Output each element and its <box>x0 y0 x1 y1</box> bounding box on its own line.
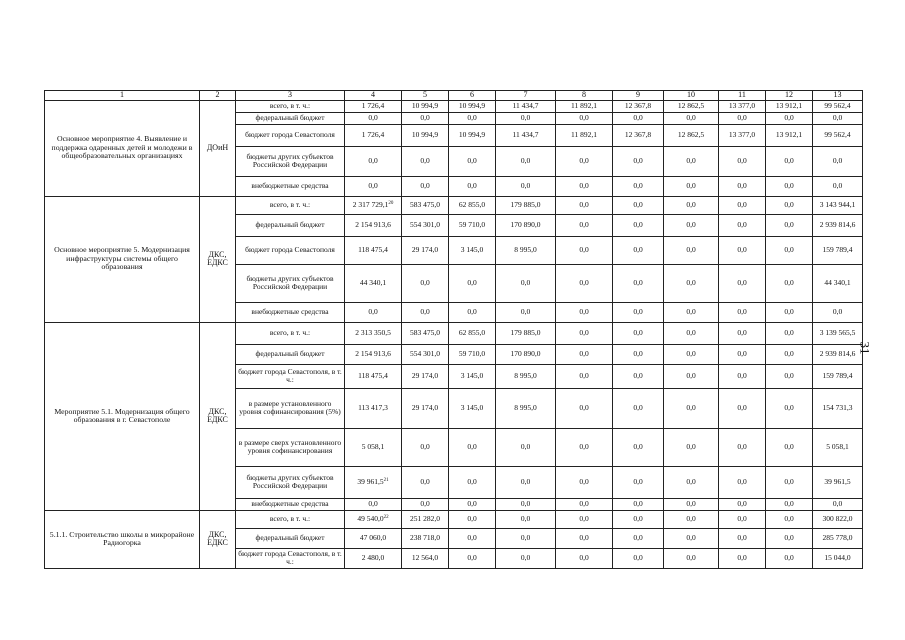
amount-cell <box>345 510 402 528</box>
amount-cell: 179 885,0 <box>496 322 556 344</box>
amount-cell: 0,0 <box>664 498 719 510</box>
amount-cell: 0,0 <box>402 466 449 498</box>
amount-cell: 0,0 <box>402 176 449 196</box>
amount-cell <box>345 466 402 498</box>
amount-cell: 159 789,4 <box>813 236 863 264</box>
amount-cell: 59 710,0 <box>449 344 496 364</box>
amount-cell: 0,0 <box>613 388 664 428</box>
amount-cell: 0,0 <box>556 510 613 528</box>
amount-cell: 554 301,0 <box>402 214 449 236</box>
funding-source: федеральный бюджет <box>236 344 345 364</box>
amount-value: 39 961,5 <box>357 476 384 486</box>
column-number-4: 4 <box>345 91 402 101</box>
funding-source: бюджеты других субъектов Российской Федерации <box>236 466 345 498</box>
amount-cell: 0,0 <box>613 428 664 466</box>
amount-cell: 0,0 <box>719 214 766 236</box>
funding-source: федеральный бюджет <box>236 112 345 124</box>
funding-source: бюджет города Севастополя, в т. ч.: <box>236 548 345 568</box>
amount-cell: 13 377,0 <box>719 124 766 146</box>
executor: ДКС, ЕДКС <box>200 510 236 568</box>
amount-cell: 0,0 <box>664 528 719 548</box>
amount-cell: 583 475,0 <box>402 196 449 214</box>
executor: ДКС, ЕДКС <box>200 322 236 510</box>
amount-cell: 0,0 <box>449 146 496 176</box>
column-number-13: 13 <box>813 91 863 101</box>
amount-cell: 554 301,0 <box>402 344 449 364</box>
column-number-8: 8 <box>556 91 613 101</box>
amount-cell: 0,0 <box>664 510 719 528</box>
budget-table <box>44 90 863 569</box>
amount-cell: 0,0 <box>719 236 766 264</box>
amount-cell: 0,0 <box>345 112 402 124</box>
amount-cell: 0,0 <box>556 388 613 428</box>
footnote-mark: 20 <box>388 200 394 206</box>
activity-name: Основное мероприятие 5. Модернизация инфраструктуры системы общего образования <box>45 196 200 322</box>
amount-cell: 0,0 <box>664 214 719 236</box>
amount-cell: 0,0 <box>556 176 613 196</box>
amount-cell: 3 139 565,5 <box>813 322 863 344</box>
funding-source: бюджет города Севастополя, в т. ч.: <box>236 364 345 388</box>
amount-cell: 0,0 <box>766 176 813 196</box>
funding-source: всего, в т. ч.: <box>236 510 345 528</box>
amount-cell: 0,0 <box>664 302 719 322</box>
amount-cell: 62 855,0 <box>449 196 496 214</box>
footnote-mark: 22 <box>383 514 389 520</box>
funding-source: федеральный бюджет <box>236 214 345 236</box>
amount-cell: 11 892,1 <box>556 100 613 112</box>
amount-cell: 13 912,1 <box>766 100 813 112</box>
amount-cell: 0,0 <box>449 548 496 568</box>
amount-cell: 0,0 <box>719 264 766 302</box>
amount-cell: 0,0 <box>449 510 496 528</box>
amount-cell: 0,0 <box>496 302 556 322</box>
column-number-5: 5 <box>402 91 449 101</box>
amount-cell: 0,0 <box>449 302 496 322</box>
amount-cell: 0,0 <box>613 264 664 302</box>
amount-cell: 0,0 <box>613 528 664 548</box>
column-number-6: 6 <box>449 91 496 101</box>
amount-cell: 0,0 <box>813 176 863 196</box>
amount-cell: 12 862,5 <box>664 100 719 112</box>
amount-cell: 1 726,4 <box>345 100 402 112</box>
amount-cell: 118 475,4 <box>345 364 402 388</box>
amount-cell: 0,0 <box>766 322 813 344</box>
amount-cell: 59 710,0 <box>449 214 496 236</box>
amount-cell: 0,0 <box>402 146 449 176</box>
amount-cell: 2 313 350,5 <box>345 322 402 344</box>
amount-cell: 0,0 <box>664 146 719 176</box>
amount-cell: 5 058,1 <box>345 428 402 466</box>
amount-cell: 0,0 <box>449 176 496 196</box>
amount-cell: 0,0 <box>719 466 766 498</box>
column-number-2: 2 <box>200 91 236 101</box>
amount-cell: 10 994,9 <box>449 124 496 146</box>
amount-cell: 0,0 <box>719 344 766 364</box>
amount-cell: 0,0 <box>345 176 402 196</box>
amount-cell: 11 892,1 <box>556 124 613 146</box>
amount-cell: 0,0 <box>496 428 556 466</box>
amount-cell: 0,0 <box>556 112 613 124</box>
amount-cell: 285 778,0 <box>813 528 863 548</box>
funding-source: всего, в т. ч.: <box>236 322 345 344</box>
amount-cell: 0,0 <box>766 112 813 124</box>
amount-cell: 0,0 <box>719 302 766 322</box>
amount-cell: 0,0 <box>664 196 719 214</box>
amount-cell: 47 060,0 <box>345 528 402 548</box>
funding-source: всего, в т. ч.: <box>236 196 345 214</box>
amount-cell: 0,0 <box>556 344 613 364</box>
amount-cell: 0,0 <box>556 498 613 510</box>
funding-source: всего, в т. ч.: <box>236 100 345 112</box>
amount-cell: 0,0 <box>719 146 766 176</box>
column-number-1: 1 <box>45 91 200 101</box>
amount-cell: 0,0 <box>664 364 719 388</box>
amount-cell: 0,0 <box>719 548 766 568</box>
amount-cell: 0,0 <box>402 302 449 322</box>
amount-cell: 3 143 944,1 <box>813 196 863 214</box>
page-number: 31 <box>857 341 873 355</box>
amount-cell: 0,0 <box>613 176 664 196</box>
amount-cell: 0,0 <box>813 112 863 124</box>
funding-source: федеральный бюджет <box>236 528 345 548</box>
activity-name: 5.1.1. Строительство школы в микрорайоне Радиогорка <box>45 510 200 568</box>
amount-cell: 0,0 <box>496 510 556 528</box>
amount-cell: 0,0 <box>496 176 556 196</box>
amount-cell: 0,0 <box>766 364 813 388</box>
amount-cell: 0,0 <box>719 322 766 344</box>
amount-cell: 0,0 <box>496 146 556 176</box>
amount-cell: 0,0 <box>664 344 719 364</box>
amount-cell: 1 726,4 <box>345 124 402 146</box>
amount-cell: 0,0 <box>813 498 863 510</box>
amount-cell: 8 995,0 <box>496 364 556 388</box>
amount-cell: 13 912,1 <box>766 124 813 146</box>
amount-cell: 62 855,0 <box>449 322 496 344</box>
amount-cell: 39 961,5 <box>813 466 863 498</box>
amount-cell: 0,0 <box>613 112 664 124</box>
funding-source: внебюджетные средства <box>236 498 345 510</box>
amount-cell: 0,0 <box>719 112 766 124</box>
amount-cell: 11 434,7 <box>496 100 556 112</box>
amount-cell: 0,0 <box>613 196 664 214</box>
amount-cell: 0,0 <box>766 548 813 568</box>
amount-cell: 0,0 <box>449 112 496 124</box>
amount-cell: 0,0 <box>766 344 813 364</box>
amount-cell: 0,0 <box>496 528 556 548</box>
column-number-11: 11 <box>719 91 766 101</box>
amount-cell: 0,0 <box>664 236 719 264</box>
amount-cell: 0,0 <box>664 428 719 466</box>
amount-cell: 300 822,0 <box>813 510 863 528</box>
table-row <box>45 322 863 344</box>
amount-cell: 0,0 <box>613 236 664 264</box>
amount-cell: 0,0 <box>449 466 496 498</box>
amount-cell: 0,0 <box>556 466 613 498</box>
amount-cell: 583 475,0 <box>402 322 449 344</box>
amount-cell: 0,0 <box>556 236 613 264</box>
amount-cell: 2 154 913,6 <box>345 214 402 236</box>
amount-cell: 154 731,3 <box>813 388 863 428</box>
column-number-7: 7 <box>496 91 556 101</box>
amount-cell: 0,0 <box>556 322 613 344</box>
amount-cell: 113 417,3 <box>345 388 402 428</box>
column-number-12: 12 <box>766 91 813 101</box>
amount-cell: 0,0 <box>556 264 613 302</box>
amount-cell: 10 994,9 <box>402 124 449 146</box>
amount-cell: 0,0 <box>556 302 613 322</box>
amount-cell: 0,0 <box>556 364 613 388</box>
amount-cell: 0,0 <box>813 146 863 176</box>
amount-cell: 13 377,0 <box>719 100 766 112</box>
amount-cell: 11 434,7 <box>496 124 556 146</box>
amount-cell: 10 994,9 <box>449 100 496 112</box>
footnote-mark: 21 <box>383 477 389 483</box>
column-number-3: 3 <box>236 91 345 101</box>
amount-cell: 29 174,0 <box>402 388 449 428</box>
amount-cell: 251 282,0 <box>402 510 449 528</box>
amount-cell: 0,0 <box>766 428 813 466</box>
amount-cell: 2 154 913,6 <box>345 344 402 364</box>
amount-cell: 99 562,4 <box>813 124 863 146</box>
amount-cell: 0,0 <box>719 364 766 388</box>
amount-cell: 118 475,4 <box>345 236 402 264</box>
amount-cell: 5 058,1 <box>813 428 863 466</box>
amount-cell: 29 174,0 <box>402 364 449 388</box>
column-number-10: 10 <box>664 91 719 101</box>
amount-cell: 12 367,8 <box>613 124 664 146</box>
amount-cell: 12 862,5 <box>664 124 719 146</box>
amount-value: 49 540,0 <box>357 513 384 523</box>
amount-cell: 0,0 <box>402 112 449 124</box>
amount-cell: 0,0 <box>664 322 719 344</box>
amount-cell: 0,0 <box>402 264 449 302</box>
amount-cell: 0,0 <box>449 528 496 548</box>
amount-cell: 29 174,0 <box>402 236 449 264</box>
amount-cell: 0,0 <box>719 510 766 528</box>
amount-cell: 0,0 <box>719 428 766 466</box>
amount-cell: 99 562,4 <box>813 100 863 112</box>
amount-cell: 10 994,9 <box>402 100 449 112</box>
amount-cell: 44 340,1 <box>345 264 402 302</box>
amount-cell: 0,0 <box>664 548 719 568</box>
amount-cell: 0,0 <box>449 264 496 302</box>
funding-source: внебюджетные средства <box>236 176 345 196</box>
amount-cell: 0,0 <box>449 498 496 510</box>
amount-cell: 8 995,0 <box>496 236 556 264</box>
funding-source: внебюджетные средства <box>236 302 345 322</box>
amount-cell: 2 939 814,6 <box>813 344 863 364</box>
amount-cell: 0,0 <box>613 302 664 322</box>
amount-cell: 2 480,0 <box>345 548 402 568</box>
funding-source: бюджет города Севастополя <box>236 124 345 146</box>
amount-cell: 8 995,0 <box>496 388 556 428</box>
amount-cell: 0,0 <box>613 364 664 388</box>
amount-cell: 159 789,4 <box>813 364 863 388</box>
table-row <box>45 100 863 112</box>
amount-cell: 170 890,0 <box>496 214 556 236</box>
amount-cell: 0,0 <box>496 498 556 510</box>
executor: ДКС, ЕДКС <box>200 196 236 322</box>
amount-cell: 0,0 <box>613 344 664 364</box>
activity-name: Мероприятие 5.1. Модернизация общего образования в г. Севастополе <box>45 322 200 510</box>
amount-cell: 0,0 <box>664 264 719 302</box>
amount-value: 2 317 729,1 <box>352 199 389 209</box>
amount-cell: 0,0 <box>766 264 813 302</box>
amount-cell: 0,0 <box>613 322 664 344</box>
amount-cell: 0,0 <box>613 510 664 528</box>
amount-cell: 0,0 <box>345 302 402 322</box>
amount-cell: 12 564,0 <box>402 548 449 568</box>
amount-cell: 0,0 <box>556 428 613 466</box>
amount-cell: 0,0 <box>719 498 766 510</box>
table-row <box>45 510 863 528</box>
amount-cell: 15 044,0 <box>813 548 863 568</box>
amount-cell: 12 367,8 <box>613 100 664 112</box>
amount-cell: 0,0 <box>345 498 402 510</box>
amount-cell: 0,0 <box>766 388 813 428</box>
amount-cell: 0,0 <box>813 302 863 322</box>
amount-cell: 0,0 <box>496 112 556 124</box>
amount-cell: 238 718,0 <box>402 528 449 548</box>
amount-cell: 0,0 <box>719 528 766 548</box>
amount-cell: 3 145,0 <box>449 236 496 264</box>
amount-cell: 0,0 <box>664 466 719 498</box>
amount-cell: 0,0 <box>719 176 766 196</box>
amount-cell: 3 145,0 <box>449 364 496 388</box>
amount-cell: 0,0 <box>449 428 496 466</box>
amount-cell: 0,0 <box>664 176 719 196</box>
amount-cell: 170 890,0 <box>496 344 556 364</box>
activity-name: Основное мероприятие 4. Выявление и поддержка одаренных детей и молодежи в общеобразовательных организациях <box>45 100 200 196</box>
table-row <box>45 196 863 214</box>
funding-source: бюджеты других субъектов Российской Федерации <box>236 264 345 302</box>
amount-cell: 0,0 <box>345 146 402 176</box>
column-number-9: 9 <box>613 91 664 101</box>
amount-cell <box>345 196 402 214</box>
funding-source: бюджет города Севастополя <box>236 236 345 264</box>
amount-cell: 0,0 <box>766 196 813 214</box>
amount-cell: 0,0 <box>613 146 664 176</box>
amount-cell: 179 885,0 <box>496 196 556 214</box>
funding-source: в размере установленного уровня софинансирования (5%) <box>236 388 345 428</box>
amount-cell: 0,0 <box>496 548 556 568</box>
amount-cell: 0,0 <box>556 528 613 548</box>
amount-cell: 0,0 <box>766 146 813 176</box>
amount-cell: 0,0 <box>766 214 813 236</box>
funding-source: в размере сверх установленного уровня софинансирования <box>236 428 345 466</box>
amount-cell: 0,0 <box>719 196 766 214</box>
amount-cell: 0,0 <box>613 214 664 236</box>
amount-cell: 3 145,0 <box>449 388 496 428</box>
header-row <box>45 91 863 101</box>
amount-cell: 0,0 <box>402 498 449 510</box>
amount-cell: 0,0 <box>664 112 719 124</box>
amount-cell: 0,0 <box>613 498 664 510</box>
amount-cell: 0,0 <box>766 302 813 322</box>
amount-cell: 2 939 814,6 <box>813 214 863 236</box>
amount-cell: 0,0 <box>613 548 664 568</box>
amount-cell: 0,0 <box>766 510 813 528</box>
funding-source: бюджеты других субъектов Российской Федерации <box>236 146 345 176</box>
amount-cell: 0,0 <box>556 214 613 236</box>
amount-cell: 44 340,1 <box>813 264 863 302</box>
amount-cell: 0,0 <box>496 264 556 302</box>
amount-cell: 0,0 <box>402 428 449 466</box>
amount-cell: 0,0 <box>664 388 719 428</box>
amount-cell: 0,0 <box>766 466 813 498</box>
amount-cell: 0,0 <box>719 388 766 428</box>
amount-cell: 0,0 <box>766 498 813 510</box>
amount-cell: 0,0 <box>556 196 613 214</box>
amount-cell: 0,0 <box>766 236 813 264</box>
amount-cell: 0,0 <box>766 528 813 548</box>
executor: ДОиН <box>200 100 236 196</box>
amount-cell: 0,0 <box>556 548 613 568</box>
amount-cell: 0,0 <box>613 466 664 498</box>
amount-cell: 0,0 <box>556 146 613 176</box>
amount-cell: 0,0 <box>496 466 556 498</box>
